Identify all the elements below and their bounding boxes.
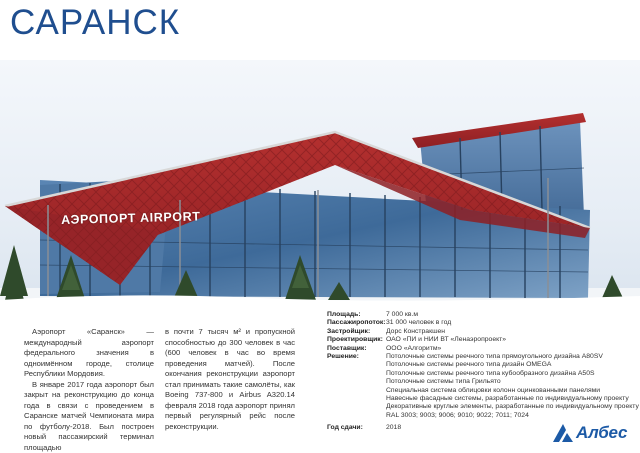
- description-column-1: [24, 327, 154, 453]
- fact-label: Пассажиропоток:: [327, 319, 386, 327]
- description-paragraph: в почти 7 тысяч м² и пропускной способностью до 300 человек в час (600 человек в час во время проведения матчей). После окончания реконструкции аэропорт стал принимать такие самолёты, как Boeing 737-800 и Airbus A320.14 февраля 2018 года аэропорт принял первый регулярный рейс после реконструкции.: [165, 327, 295, 431]
- fact-label: Площадь:: [327, 311, 361, 318]
- page-title: САРАНСК: [10, 3, 181, 42]
- airport-roof-sign: АЭРОПОРТ AIRPORT: [61, 209, 201, 227]
- fact-row-designer: [327, 336, 632, 344]
- fact-label: Проектировщик:: [327, 336, 383, 344]
- fact-value: Потолочные системы типа Грильято: [386, 378, 501, 386]
- fact-row-passenger-flow: [327, 319, 632, 327]
- project-facts: [327, 311, 639, 433]
- fact-label: Застройщик:: [327, 327, 371, 335]
- fact-value: Декоративные круглые элементы, разработанные по индивидуальному проекту: [386, 403, 639, 411]
- fact-label: Год сдачи:: [327, 424, 363, 432]
- fact-value: ОАО «ПИ и НИИ ВТ «Ленаэропроект»: [386, 336, 507, 344]
- fact-row-developer: [327, 328, 632, 336]
- albes-logo-text: Албес: [576, 423, 628, 442]
- description-paragraph: Аэропорт «Саранск» — международный аэропорт федерального значения в одноимённом городе, столице Республики Мордовия.: [24, 327, 154, 378]
- fact-row-area: [327, 311, 632, 319]
- description-column-2: [165, 327, 295, 432]
- fact-value: Навесные фасадные системы, разработанные по индивидуальному проекту: [386, 395, 629, 403]
- fact-value: 7 000 кв.м: [386, 311, 419, 318]
- fact-value: Специальная система облицовки колонн оцинкованными панелями: [386, 386, 601, 394]
- fact-row-solution: [327, 353, 639, 420]
- fact-value: Потолочные системы реечного типа прямоугольного дизайна A80SV: [386, 353, 603, 361]
- fact-row-supplier: [327, 345, 632, 353]
- airport-terminal-photo: [0, 60, 640, 320]
- fact-value: Дорс Констракшен: [386, 327, 446, 335]
- fact-value: Потолочные системы реечного типа кубообразного дизайна A50S: [386, 369, 595, 377]
- fact-label: Решение:: [327, 353, 359, 361]
- fact-value: RAL 3003; 9003; 9006; 9010; 9022; 7011; 7024: [386, 411, 529, 419]
- fact-value: ООО «Алгоритм»: [386, 344, 442, 352]
- albes-logo: [553, 421, 627, 445]
- albes-logo-icon: [553, 424, 573, 442]
- description-paragraph: В январе 2017 года аэропорт был закрыт на реконструкцию до конца года в связи с проведением в Саранске матчей Чемпионата мира по футболу-2018. Был построен новый пассажирский терминал площадью: [24, 379, 154, 452]
- fact-value: 31 000 человек в год: [386, 319, 452, 327]
- fact-value: Потолочные системы реечного типа дизайн OMEGA: [386, 361, 552, 369]
- fact-label: Поставщик:: [327, 344, 367, 352]
- fact-value: 2018: [386, 424, 402, 432]
